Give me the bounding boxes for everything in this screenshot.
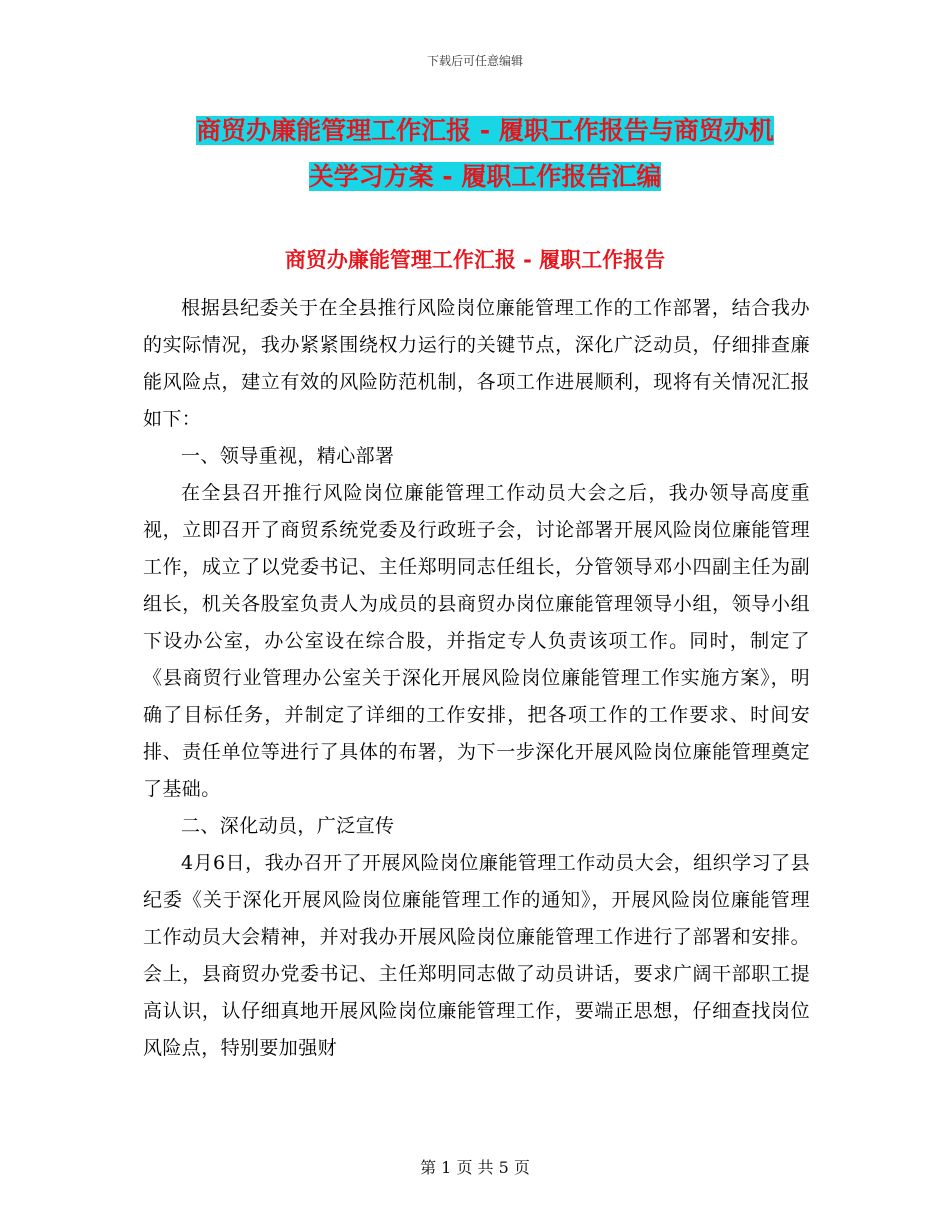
page-number: 第 1 页 共 5 页 bbox=[420, 1158, 530, 1177]
document-title-line-2: 关学习方案 - 履职工作报告汇编 bbox=[308, 162, 662, 191]
paragraph-leadership: 在全县召开推行风险岗位廉能管理工作动员大会之后，我办领导高度重视，立即召开了商贸系统党委及行政班子会，讨论部署开展风险岗位廉能管理工作，成立了以党委书记、主任郑明同志任组长，分管领导邓小四副主任为副组长，机关各股室负责人为成员的县商贸办岗位廉能管理领导小组，领导小组下设办公室，办公室设在综合股，并指定专人负责该项工作。同时，制定了《县商贸行业管理办公室关于深化开展风险岗位廉能管理工作实施方案》，明确了目标任务，并制定了详细的工作安排，把各项工作的工作要求、时间安排、责任单位等进行了具体的布署，为下一步深化开展风险岗位廉能管理奠定了基础。 bbox=[143, 482, 810, 800]
heading-mobilization: 二、深化动员，广泛宣传 bbox=[181, 815, 395, 837]
paragraph-intro: 根据县纪委关于在全县推行风险岗位廉能管理工作的工作部署，结合我办的实际情况，我办紧紧围绕权力运行的关键节点，深化广泛动员，仔细排查廉能风险点，建立有效的风险防范机制，各项工作进展顺利，现将有关情况汇报如下： bbox=[143, 297, 810, 430]
heading-leadership: 一、领导重视，精心部署 bbox=[181, 445, 395, 467]
header-note: 下载后可任意编辑 bbox=[426, 54, 523, 68]
document-title bbox=[140, 108, 830, 200]
document-title-line-1: 商贸办廉能管理工作汇报 - 履职工作报告与商贸办机 bbox=[196, 116, 774, 145]
paragraph-mobilization: 4月6日，我办召开了开展风险岗位廉能管理工作动员大会，组织学习了县纪委《关于深化开展风险岗位廉能管理工作的通知》，开展风险岗位廉能管理工作动员大会精神，并对我办开展风险岗位廉能管理工作进行了部署和安排。会上，县商贸办党委书记、主任郑明同志做了动员讲话，要求广阔干部职工提高认识，认仔细真地开展风险岗位廉能管理工作，要端正思想，仔细查找岗位风险点，特别要加强财 bbox=[143, 852, 810, 1059]
document-body bbox=[143, 290, 810, 1067]
section-title: 商贸办廉能管理工作汇报 - 履职工作报告 bbox=[284, 248, 666, 272]
